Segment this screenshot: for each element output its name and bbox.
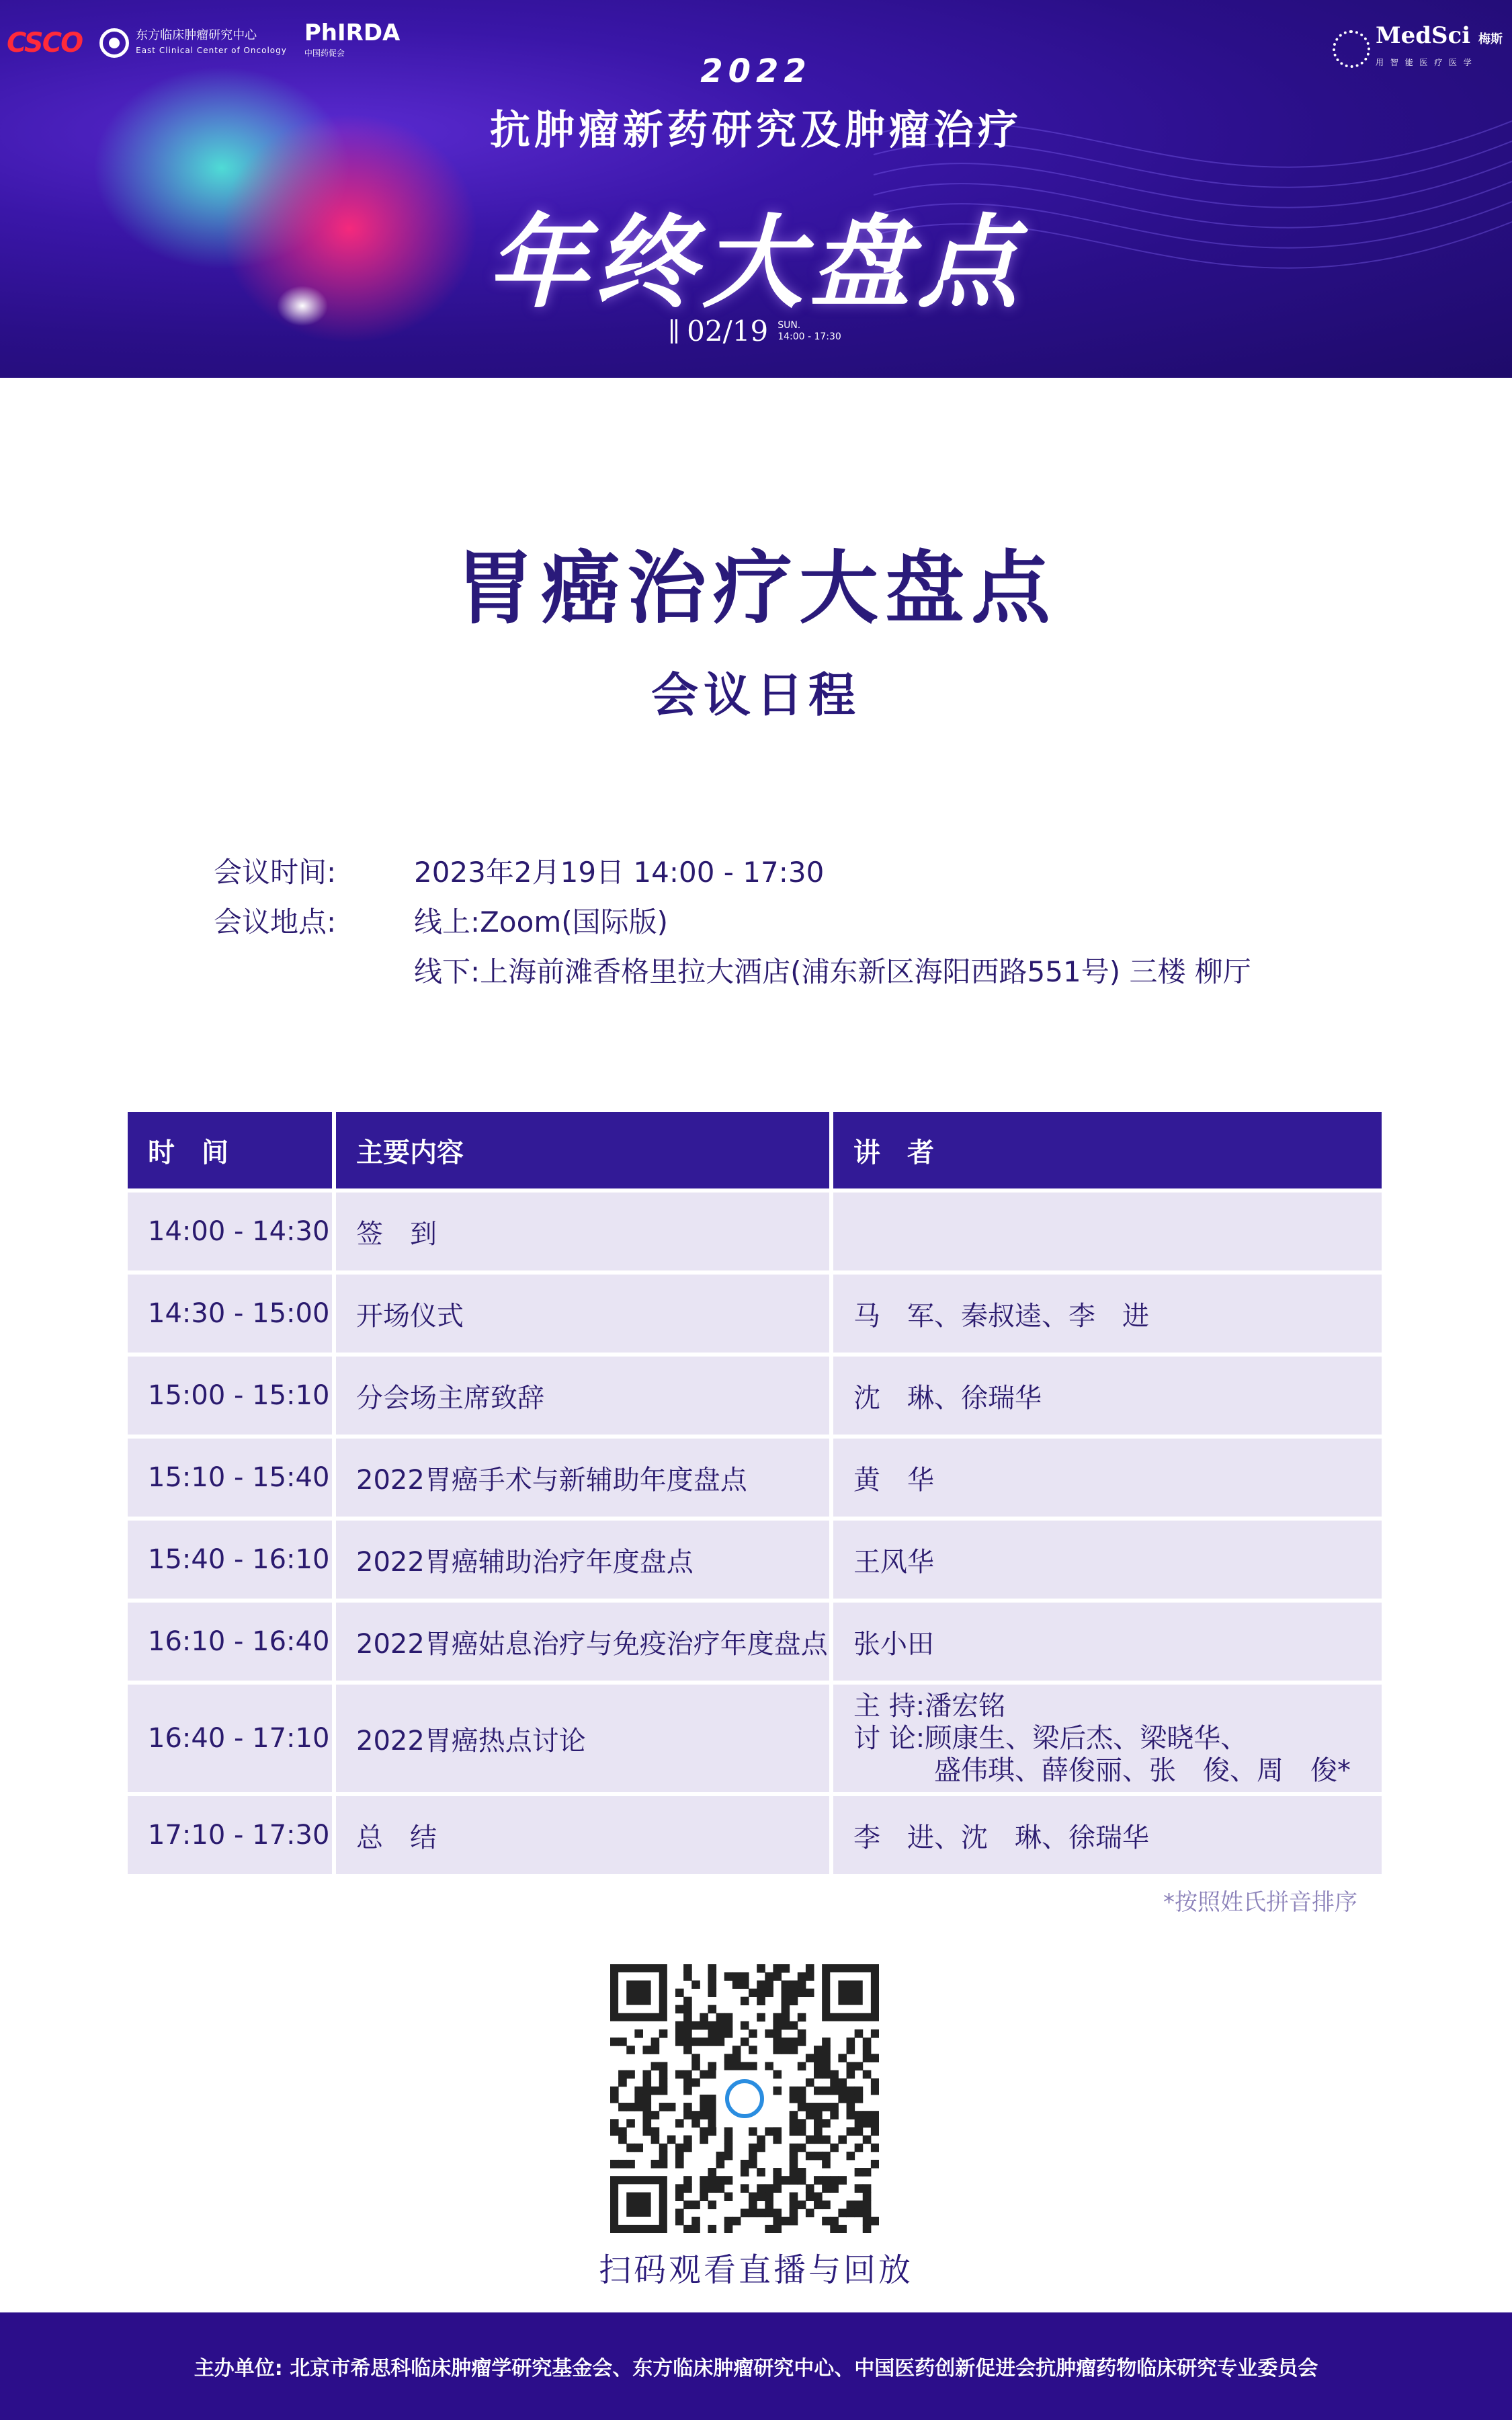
header-banner bbox=[0, 0, 1512, 378]
row-time: 15:00 - 15:10 bbox=[128, 1357, 332, 1435]
row-speakers: 黄 华 bbox=[833, 1439, 1382, 1517]
row-content: 开场仪式 bbox=[336, 1275, 829, 1353]
page-title: 胃癌治疗大盘点 bbox=[454, 542, 1057, 635]
row-content: 2022胃癌热点讨论 bbox=[336, 1685, 829, 1792]
table-row bbox=[128, 1439, 1382, 1517]
row-speakers: 张小田 bbox=[833, 1603, 1382, 1681]
row-speakers: 李 进、沈 琳、徐瑞华 bbox=[833, 1796, 1382, 1874]
row-content: 总 结 bbox=[336, 1796, 829, 1874]
row-speakers: 沈 琳、徐瑞华 bbox=[833, 1357, 1382, 1435]
table-row bbox=[128, 1603, 1382, 1681]
date-divider bbox=[671, 319, 677, 344]
row-content: 2022胃癌手术与新辅助年度盘点 bbox=[336, 1439, 829, 1517]
row-speakers bbox=[833, 1685, 1382, 1792]
qr-code[interactable] bbox=[610, 1964, 879, 2233]
qr-caption: 扫码观看直播与回放 bbox=[598, 2251, 913, 2289]
meeting-time-label: 会议时间: bbox=[214, 856, 337, 889]
medsci-sub: 用 智 能 医 疗 医 学 bbox=[1375, 58, 1474, 67]
row-speakers: 马 军、秦叔逵、李 进 bbox=[833, 1275, 1382, 1353]
banner-year: 2022 bbox=[700, 52, 812, 90]
row-time: 17:10 - 17:30 bbox=[128, 1796, 332, 1874]
meeting-place-online: 线上:Zoom(国际版) bbox=[414, 905, 669, 938]
row-time: 14:00 - 14:30 bbox=[128, 1193, 332, 1270]
footer-organizers bbox=[0, 2312, 1512, 2420]
phirda-name: PhIRDA bbox=[304, 19, 401, 46]
row-content: 2022胃癌辅助治疗年度盘点 bbox=[336, 1521, 829, 1599]
table-header bbox=[128, 1112, 1382, 1188]
row-speakers bbox=[833, 1193, 1382, 1270]
east-clinical-center-english: East Clinical Center of Oncology bbox=[136, 46, 287, 55]
discussion-line-continued: 盛伟琪、薛俊丽、张 俊、周 俊* bbox=[934, 1755, 1351, 1786]
row-time: 16:10 - 16:40 bbox=[128, 1603, 332, 1681]
east-clinical-center-name: 东方临床肿瘤研究中心 bbox=[136, 28, 257, 42]
banner-date-value: 02/19 bbox=[687, 315, 769, 348]
header-time: 时 间 bbox=[128, 1112, 332, 1188]
banner-date bbox=[0, 315, 1512, 348]
meeting-place-offline: 线下:上海前滩香格里拉大酒店(浦东新区海阳西路551号) 三楼 柳厅 bbox=[414, 955, 1251, 988]
page-subtitle: 会议日程 bbox=[651, 668, 861, 723]
meeting-time-value: 2023年2月19日 14:00 - 17:30 bbox=[414, 856, 825, 889]
schedule-table bbox=[128, 1112, 1382, 1878]
row-speakers: 王风华 bbox=[833, 1521, 1382, 1599]
table-row bbox=[128, 1193, 1382, 1270]
table-row bbox=[128, 1275, 1382, 1353]
row-time: 16:40 - 17:10 bbox=[128, 1685, 332, 1792]
phirda-cn: 中国药促会 bbox=[304, 48, 345, 58]
table-row bbox=[128, 1521, 1382, 1599]
moderator-line: 主 持:潘宏铭 bbox=[853, 1691, 1006, 1722]
table-row bbox=[128, 1357, 1382, 1435]
organizers-text: 主办单位: 北京市希思科临床肿瘤学研究基金会、东方临床肿瘤研究中心、中国医药创新促进会抗肿瘤药物临床研究专业委员会 bbox=[194, 2357, 1318, 2380]
row-time: 15:10 - 15:40 bbox=[128, 1439, 332, 1517]
banner-subtitle: 抗肿瘤新药研究及肿瘤治疗 bbox=[490, 107, 1022, 154]
row-content: 2022胃癌姑息治疗与免疫治疗年度盘点 bbox=[336, 1603, 829, 1681]
row-time: 14:30 - 15:00 bbox=[128, 1275, 332, 1353]
discussion-line: 讨 论:顾康生、梁后杰、梁晓华、 bbox=[853, 1723, 1248, 1754]
table-row bbox=[128, 1685, 1382, 1792]
row-time: 15:40 - 16:10 bbox=[128, 1521, 332, 1599]
medsci-cn: 梅斯 bbox=[1478, 32, 1503, 46]
row-content: 分会场主席致辞 bbox=[336, 1357, 829, 1435]
meeting-place-label: 会议地点: bbox=[214, 905, 337, 938]
header-speakers: 讲 者 bbox=[833, 1112, 1382, 1188]
banner-main-title: 年终大盘点 bbox=[487, 205, 1025, 322]
csco-logo: CSCO bbox=[7, 28, 83, 58]
banner-day: SUN. bbox=[778, 319, 801, 331]
meeting-info bbox=[214, 846, 1251, 995]
table-row bbox=[128, 1796, 1382, 1874]
medsci-name: MedSci bbox=[1375, 22, 1471, 49]
header-content: 主要内容 bbox=[336, 1112, 829, 1188]
row-content: 签 到 bbox=[336, 1193, 829, 1270]
sorting-note: *按照姓氏拼音排序 bbox=[1163, 1889, 1357, 1916]
banner-time: 14:00 - 17:30 bbox=[778, 331, 841, 342]
